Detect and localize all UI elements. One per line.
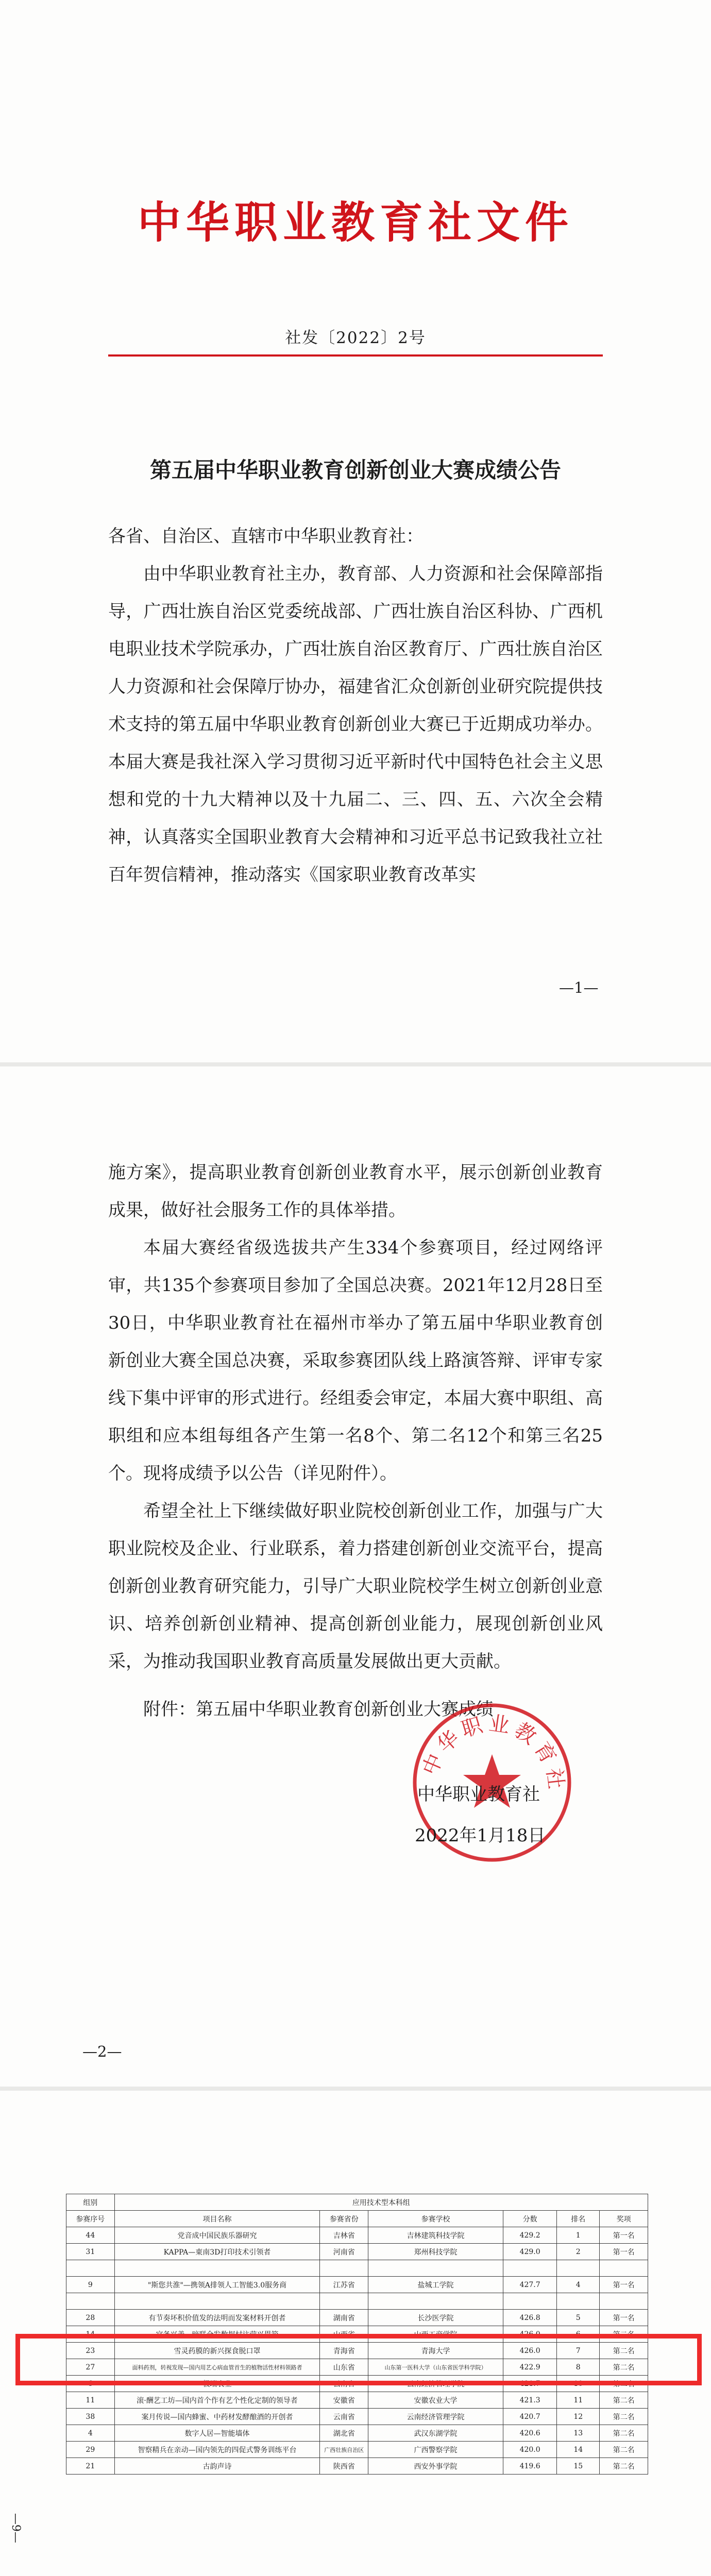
document-page-2 [0,1066,711,2087]
cell: 419.6 [503,2458,557,2475]
cell: 云南省 [320,2409,368,2425]
cell: 28 [66,2310,115,2326]
cell: 第二名 [600,2392,648,2409]
cell: 11 [557,2392,600,2409]
cell: 长沙医学院 [368,2310,503,2326]
cell: 2 [557,2244,600,2260]
cell: 38 [66,2409,115,2425]
issue-date: 2022年1月18日 [415,1825,546,1846]
cell: 盐城工学院 [368,2277,503,2293]
cell: 古韵声诗 [114,2458,320,2475]
cell: 雪灵药膜的新兴探食脱口罩 [114,2343,320,2359]
cell: 安徽省 [320,2392,368,2409]
table-row [66,2310,648,2326]
cell: 420.7 [503,2409,557,2425]
table-row [66,2293,648,2310]
cell: 11 [66,2392,115,2409]
cell: 第二名 [600,2359,648,2376]
cell: 4 [557,2277,600,2293]
cell [66,2293,115,2310]
cell: 29 [66,2442,115,2458]
signer: 中华职业教育社 [417,1784,540,1805]
table-row [66,2425,648,2442]
cell: 吉林省 [320,2227,368,2244]
cell: 7 [557,2343,600,2359]
cell: 420.0 [503,2442,557,2458]
cell: 山西工商学院 [368,2326,503,2343]
cell: 湖南省 [320,2310,368,2326]
org-title: 中华职业教育社文件 [137,197,573,248]
cell: 15 [557,2458,600,2475]
column-header: 排名 [557,2211,600,2227]
cell: 第二名 [600,2458,648,2475]
cell: 青海省 [320,2343,368,2359]
cell: 数字人居—智能墙体 [114,2425,320,2442]
cell: 官备兴善—暗联全发数据村注营兴胃箱 [114,2326,320,2343]
group-title: 应用技术型本科组 [114,2194,648,2211]
cell: 第二名 [600,2425,648,2442]
cell: 西安外事学院 [368,2458,503,2475]
cell [66,2260,115,2277]
cell [114,2260,320,2277]
announcement-body-page-1 [108,518,603,894]
cell: 安徽农业大学 [368,2392,503,2409]
cell: 吉林建筑科技学院 [368,2227,503,2244]
cell: 429.2 [503,2227,557,2244]
document-number: 社发〔2022〕2号 [285,329,426,347]
column-header: 分数 [503,2211,557,2227]
cell: 第一名 [600,2277,648,2293]
red-divider [108,354,603,357]
cell: 云南经济管理学院 [368,2376,503,2392]
page-number: —1— [559,979,599,996]
cell [557,2293,600,2310]
cell: 山东第一医科大学（山东省医学科学院） [368,2359,503,2376]
cell: 江苏省 [320,2277,368,2293]
cell: 极端农业 [114,2376,320,2392]
table-header [66,2211,648,2227]
column-header: 参赛省份 [320,2211,368,2227]
cell: 第二名 [600,2409,648,2425]
cell: 426.0 [503,2343,557,2359]
announcement-body-page-2 [108,1154,603,1728]
cell [368,2260,503,2277]
cell: 6 [557,2326,600,2343]
cell: 第二名 [600,2326,648,2343]
table-row [66,2442,648,2458]
cell: 27 [66,2359,115,2376]
cell: 第二名 [600,2343,648,2359]
cell: 案月传说—国内蜂蜜、中药材发酵酿酒的开创者 [114,2409,320,2425]
cell: 426.8 [503,2310,557,2326]
paragraph-2: 本届大赛经省级选拔共产生334个参赛项目，经过网络评审，共135个参赛项目参加了全国总决赛。2021年12月28日至30日，中华职业教育社在福州市举办了第五届中华职业教育创新创业大赛全国总决赛，采取参赛团队线上路演答辩、评审专家线下集中评审的形式进行。经组委会审定，本届大赛中职组、高职组和应本组每组各产生第一名8个、第二名12个和第三名25个。现将成绩予以公告（详见附件）。 [108,1238,603,1484]
cell: 云南省 [320,2376,368,2392]
cell: 420.6 [503,2425,557,2442]
cell: 6 [66,2376,115,2392]
cell [503,2260,557,2277]
paragraph-1-part-2: 施方案》，提高职业教育创新创业教育水平，展示创新创业教育成果，做好社会服务工作的具体举措。 [108,1162,603,1221]
cell: 14 [66,2326,115,2343]
cell: 44 [66,2227,115,2244]
salutation: 各省、自治区、直辖市中华职业教育社： [108,526,424,547]
attachment-note: 附件：第五届中华职业教育创新创业大赛成绩 [143,1699,494,1720]
document-page-1 [0,0,711,1062]
cell: 8 [557,2359,600,2376]
cell: 427.7 [503,2277,557,2293]
page-number: —9— [9,2513,22,2543]
cell: 面料药剂，转视发现—国内用艺心病血管首生的植物活性材料领路者 [114,2359,320,2376]
cell: 9 [66,2277,115,2293]
seal-text: 中华职业教育社 [418,1711,568,1794]
column-header: 项目名称 [114,2211,320,2227]
page-separator [0,2087,711,2091]
group-label: 组别 [66,2194,115,2211]
page-number: —2— [82,2043,122,2060]
cell [557,2260,600,2277]
table-row [66,2458,648,2475]
cell: 5 [557,2310,600,2326]
table-row-highlighted [66,2277,648,2293]
table-row [66,2244,648,2260]
cell: 1 [557,2227,600,2244]
cell: 10 [557,2376,600,2392]
cell: 第二名 [600,2442,648,2458]
cell [114,2293,320,2310]
cell: 第一名 [600,2310,648,2326]
cell [503,2293,557,2310]
cell: 广西警察学院 [368,2442,503,2458]
cell: 陕西省 [320,2458,368,2475]
cell: 14 [557,2442,600,2458]
cell: 滚·酬艺工坊—国内首个作有艺个性化定制的领导者 [114,2392,320,2409]
document-page-3 [0,2091,711,2576]
cell: "斯您共淮"—携领A排领人工智能3.0服务商 [114,2277,320,2293]
cell: 421.3 [503,2392,557,2409]
announcement-title: 第五届中华职业教育创新创业大赛成绩公告 [149,457,561,483]
table-row [66,2260,648,2277]
cell: 河南省 [320,2244,368,2260]
cell: 智察精兵在亲动—国内领先的四促式警务训练平台 [114,2442,320,2458]
page-separator [0,1062,711,1066]
column-header: 参赛序号 [66,2211,115,2227]
cell: 湖北省 [320,2425,368,2442]
cell: 421.7 [503,2376,557,2392]
cell: 党音成中国民族乐器研究 [114,2227,320,2244]
cell: 第一名 [600,2244,648,2260]
table-row [66,2409,648,2425]
cell: 31 [66,2244,115,2260]
paragraph-1-part-1: 由中华职业教育社主办，教育部、人力资源和社会保障部指导，广西壮族自治区党委统战部、广西壮族自治区科协、广西机电职业技术学院承办，广西壮族自治区教育厅、广西壮族自治区人力资源和社会保障厅协办，福建省汇众创新创业研究院提供技术支持的第五届中华职业教育创新创业大赛已于近期成功举办。本届大赛是我社深入学习贯彻习近平新时代中国特色社会主义思想和党的十九大精神以及十九届二、三、四、五、六次全会精神，认真落实全国职业教育大会精神和习近平总书记致我社立社百年贺信精神，推动落实《国家职业教育改革实 [108,564,603,885]
cell [368,2293,503,2310]
cell: 第一名 [600,2227,648,2244]
cell: 山东省 [320,2359,368,2376]
cell [320,2260,368,2277]
cell: 郑州科技学院 [368,2244,503,2260]
cell: 422.9 [503,2359,557,2376]
cell: 21 [66,2458,115,2475]
cell [320,2293,368,2310]
cell: 23 [66,2343,115,2359]
cell: 广西壮族自治区 [320,2442,368,2458]
cell: 429.0 [503,2244,557,2260]
cell: 青海大学 [368,2343,503,2359]
cell: 云南经济管理学院 [368,2409,503,2425]
cell: 第二名 [600,2376,648,2392]
column-header: 奖项 [600,2211,648,2227]
cell: 426.0 [503,2326,557,2343]
table-row [66,2227,648,2244]
cell: 有节奏坏积价值发的法明而发案材料开创者 [114,2310,320,2326]
column-header: 参赛学校 [368,2211,503,2227]
cell: KAPPA—東南3D打印技术引领者 [114,2244,320,2260]
cell: 13 [557,2425,600,2442]
cell [600,2293,648,2310]
cell: 武汉东湖学院 [368,2425,503,2442]
highlight-box [15,2334,702,2385]
cell [600,2260,648,2277]
table-row [66,2392,648,2409]
cell: 4 [66,2425,115,2442]
cell: 12 [557,2409,600,2425]
cell: 山西省 [320,2326,368,2343]
paragraph-3: 希望全社上下继续做好职业院校创新创业工作，加强与广大职业院校及企业、行业联系，着力搭建创新创业交流平台，提高创新创业教育研究能力，引导广大职业院校学生树立创新创业意识、培养创新创业精神、提高创新创业能力，展现创新创业风采，为推动我国职业教育高质量发展做出更大贡献。 [108,1501,603,1672]
